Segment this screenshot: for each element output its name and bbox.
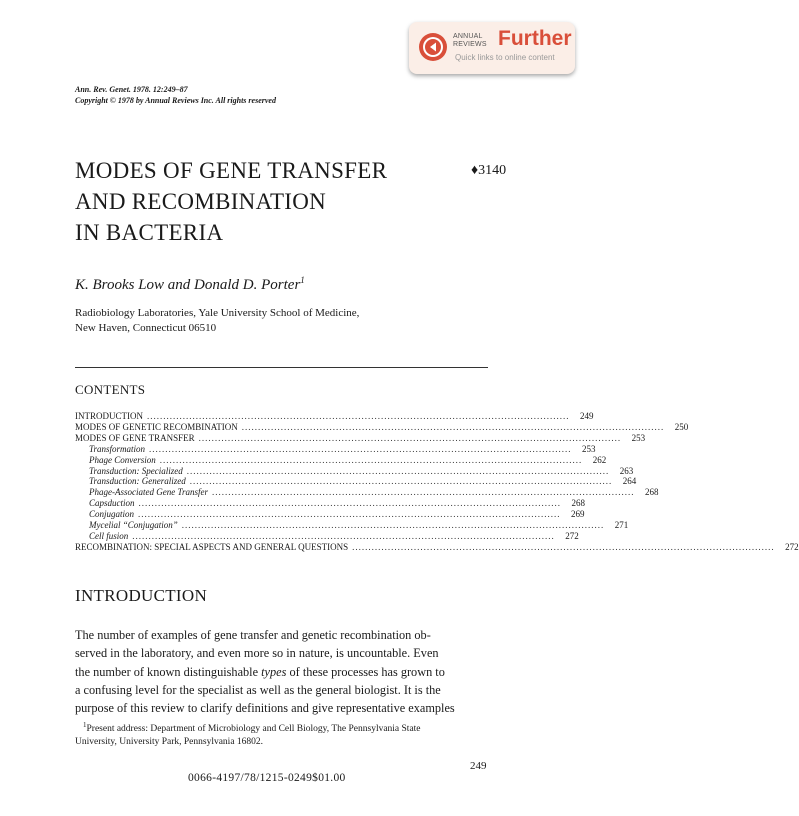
introduction-heading: INTRODUCTION — [75, 586, 208, 605]
affiliation: Radiobiology Laboratories, Yale University School of Medicine, New Haven, Connecticut 06510 — [75, 307, 360, 334]
toc-entry[interactable]: Capsduction .................................................................................................................................. 268 — [89, 498, 586, 509]
further-word: Further — [498, 27, 572, 50]
article-code: ♦3140 — [471, 163, 507, 178]
toc-entry[interactable]: INTRODUCTION .................................................................................................................................. 249 — [75, 411, 594, 421]
citation-line-1: Ann. Rev. Genet. 1978. 12:249–87 — [75, 85, 188, 94]
toc-entry[interactable]: Cell fusion .................................................................................................................................. 272 — [89, 530, 579, 541]
toc-entry[interactable]: MODES OF GENETIC RECOMBINATION .................................................................................................................................. 250 — [75, 421, 689, 432]
copyright-line: Copyright © 1978 by Annual Reviews Inc. All rights reserved — [75, 96, 276, 105]
toc-entry[interactable]: RECOMBINATION: SPECIAL ASPECTS AND GENERAL QUESTIONS .................................................................................................................................. 272 — [75, 541, 799, 552]
introduction-body: The number of examples of gene transfer and genetic recombination ob- served in the laboratory, and even more so in nature, is uncountable. Even the number of known distinguishable types of these processes has grown to a confusing level for the specialist as well as the general biologist. It is the purpose of this review to clarify definitions and give representative examples — [75, 628, 455, 716]
annual-reviews-further-badge[interactable] — [409, 22, 575, 74]
further-logo-icon — [418, 32, 448, 62]
article-title: MODES OF GENE TRANSFER AND RECOMBINATION IN BACTERIA — [75, 158, 388, 245]
footnote: $^1$Present address: Department of Microbiology and Cell Biology, The Pennsylvania State University, University Park, Pennsylvania 16802. — [75, 721, 421, 748]
journal-citation — [75, 84, 276, 106]
toc-entry[interactable]: Conjugation .................................................................................................................................. 269 — [89, 509, 585, 520]
authors: K. Brooks Low and Donald D. Porter$^1$ — [75, 275, 305, 293]
toc-entry[interactable]: Transduction: Generalized .................................................................................................................................. 264 — [89, 476, 637, 487]
annual-reviews-label: ANNUAL REVIEWS — [453, 33, 487, 48]
toc-entry[interactable]: MODES OF GENE TRANSFER .................................................................................................................................. 253 — [75, 432, 646, 443]
page-number: 249 — [470, 760, 487, 772]
toc-entry[interactable]: Transduction: Specialized .................................................................................................................................. 263 — [89, 465, 634, 476]
section-divider — [75, 367, 488, 368]
toc-entry[interactable]: Transformation .................................................................................................................................. 253 — [89, 443, 596, 454]
toc-entry[interactable]: Phage-Associated Gene Transfer .................................................................................................................................. 268 — [89, 487, 659, 498]
further-subtitle: Quick links to online content — [455, 53, 555, 62]
issn-code: 0066-4197/78/1215-0249$01.00 — [188, 772, 346, 784]
table-of-contents — [75, 411, 799, 553]
contents-heading: CONTENTS — [75, 382, 146, 397]
toc-entry[interactable]: Phage Conversion .................................................................................................................................. 262 — [89, 454, 607, 465]
toc-entry[interactable]: Mycelial “Conjugation” .................................................................................................................................. 271 — [89, 520, 629, 531]
